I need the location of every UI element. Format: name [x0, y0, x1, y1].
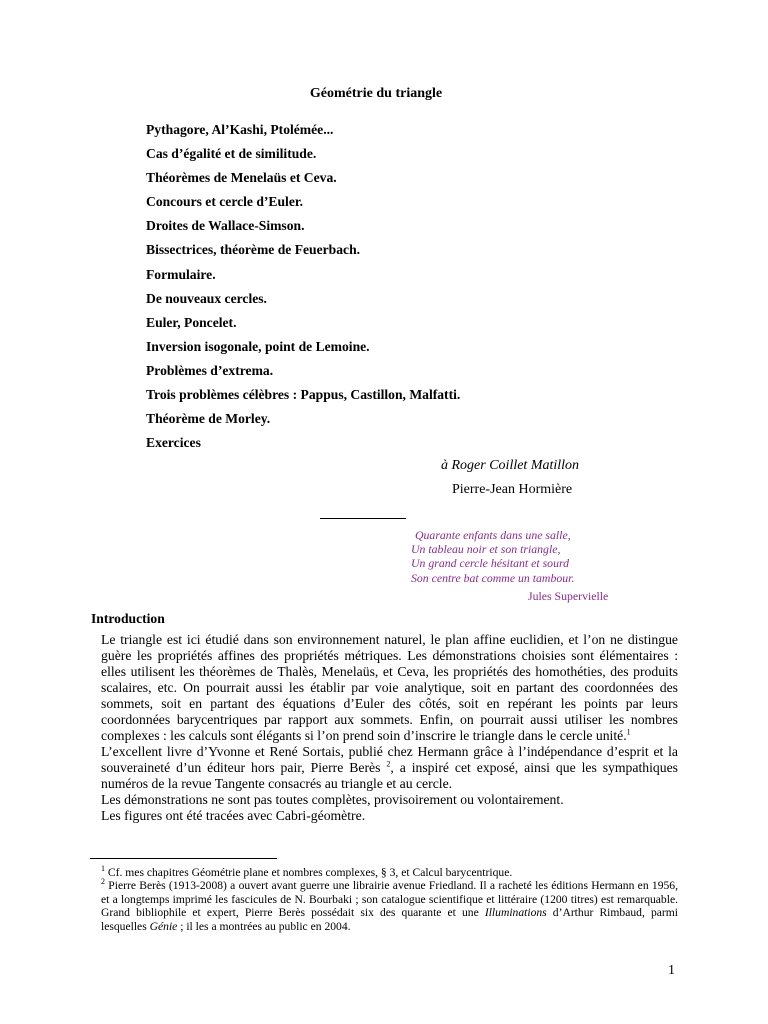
- paragraph: L’excellent livre d’Yvonne et René Sortais, publié chez Hermann grâce à l’indépendance d’esprit et la souveraineté d’un éditeur hors pair, Pierre Berès $^2$, a inspiré cet exposé, ainsi que les sympathiques numéros de la revue Tangente consacrés au triangle et au cercle.: [101, 744, 679, 791]
- paragraph: Les figures ont été tracées avec Cabri-géomètre.: [101, 808, 366, 823]
- footnote: $^1$ Cf. mes chapitres Géométrie plane et nombres complexes, § 3, et Calcul barycentrique.: [101, 864, 513, 879]
- footnote-rule: [90, 858, 277, 859]
- paragraph: Le triangle est ici étudié dans son environnement naturel, le plan affine euclidien, et l’on ne distingue guère les propriétés affines des propriétés métriques. Les démonstrations choisies sont élémentaires : elles utilisent les théorèmes de Thalès, Menelaüs, et Ceva, les propriétés des homothéties, des produits scalaires, etc. On pourrait aussi les établir par voie analytique, soit en partant des coordonnées des sommets, soit en partant des équations d’Euler des côtés, soit en repérant les points par leurs coordonnées barycentriques par rapport aux sommets. Enfin, on pourrait aussi utiliser les nombres complexes : les calculs sont élégants si l’on prend soin d’inscrire le triangle dans le cercle unité.$^1$: [101, 632, 678, 743]
- poem-line: Son centre bat comme un tambour.: [411, 570, 575, 585]
- page-number: 1: [668, 963, 675, 978]
- footnotes: [101, 866, 678, 933]
- epigraph-poem: [411, 528, 574, 585]
- introduction-body: [101, 632, 678, 824]
- dedication: à Roger Coillet Matillon: [441, 458, 580, 473]
- document-title: Géométrie du triangle: [309, 86, 443, 101]
- section-heading: Introduction: [91, 611, 165, 626]
- poem-line: Un grand cercle hésitant et sourd: [411, 556, 570, 571]
- epigraph-author: Jules Supervielle: [528, 589, 609, 603]
- author-name: Pierre-Jean Hormière: [452, 482, 573, 497]
- poem-line: Un tableau noir et son triangle,: [411, 542, 561, 557]
- separator-rule: [320, 518, 406, 519]
- footnote: $^2$ Pierre Berès (1913-2008) a ouvert avant guerre une librairie avenue Friedland. Il a racheté les éditions Hermann en 1956, et a longtemps imprimé les fascicules de N. Bourbaki ; son catalogue scientifique et littéraire (1200 titres) est remarquable. Grand bibliophile et expert, Pierre Berès possédait six des quarante et une Illuminations d’Arthur Rimbaud, parmi lesquelles Génie ; il les a montrées au public en 2004.: [101, 877, 678, 933]
- footnote-ref: 1: [626, 727, 631, 737]
- poem-line: Quarante enfants dans une salle,: [415, 528, 571, 542]
- footnote-ref: 2: [386, 759, 391, 769]
- paragraph: Les démonstrations ne sont pas toutes complètes, provisoirement ou volontairement.: [101, 792, 564, 807]
